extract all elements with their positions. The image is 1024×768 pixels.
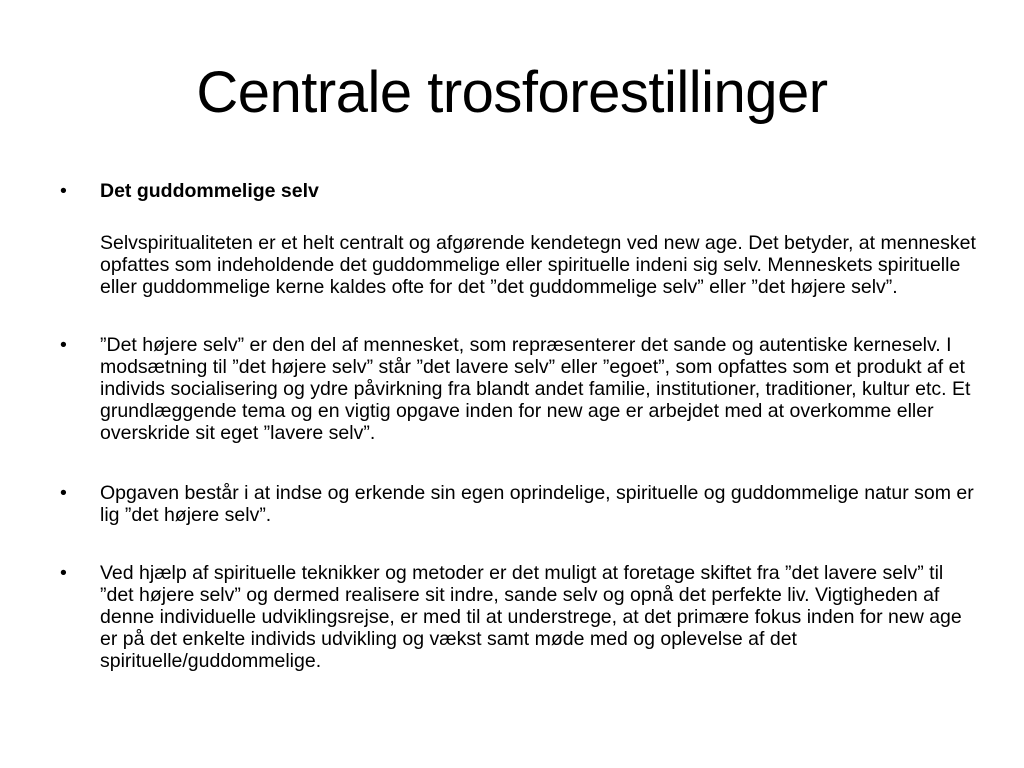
bullet-text: ”Det højere selv” er den del af mennesket, som repræsenterer det sande og autentiske kerneselv. I modsætning til ”det højere selv” står ”det lavere selv” eller ”egoet”, som opfattes som et produkt af et individs socialisering og ydre påvirkning fra blandt andet familie, institutioner, traditioner, kultur etc. Et grundlæggende tema og en vigtig opgave inden for new age er arbejdet med at overkomme eller overskride sit eget ”lavere selv”. bbox=[100, 334, 971, 444]
bullet-marker: • bbox=[60, 482, 67, 504]
bullet-item-4 bbox=[58, 562, 978, 672]
bullet-text: Opgaven består i at indse og erkende sin egen oprindelige, spirituelle og guddommelige natur som er lig ”det højere selv”. bbox=[100, 482, 974, 526]
bullet-list bbox=[58, 180, 978, 672]
bullet-marker: • bbox=[60, 562, 67, 584]
bullet-marker: • bbox=[60, 334, 67, 356]
bullet-item-1 bbox=[58, 180, 978, 298]
bullet-marker: • bbox=[60, 180, 67, 202]
bullet-text: Selvspiritualiteten er et helt centralt og afgørende kendetegn ved new age. Det betyder, at mennesket opfattes som indeholdende det guddommelige eller spirituelle indeni sig selv. Menneskets spirituelle eller guddommelige kerne kaldes ofte for det ”det guddommelige selv” eller ”det højere selv”. bbox=[100, 232, 976, 298]
slide-title: Centrale trosforestillinger bbox=[196, 60, 828, 125]
bullet-heading: Det guddommelige selv bbox=[100, 180, 319, 202]
bullet-item-2 bbox=[58, 334, 978, 444]
bullet-text: Ved hjælp af spirituelle teknikker og metoder er det muligt at foretage skiftet fra ”det lavere selv” til ”det højere selv” og dermed realisere sit indre, sande selv og opnå det perfekte liv. Vigtigheden af denne individuelle udviklingsrejse, er med til at understrege, at det primære fokus inden for new age er på det enkelte individs udvikling og vækst samt møde med og oplevelse af det spirituelle/guddommelige. bbox=[100, 562, 962, 672]
bullet-item-3 bbox=[58, 482, 978, 526]
